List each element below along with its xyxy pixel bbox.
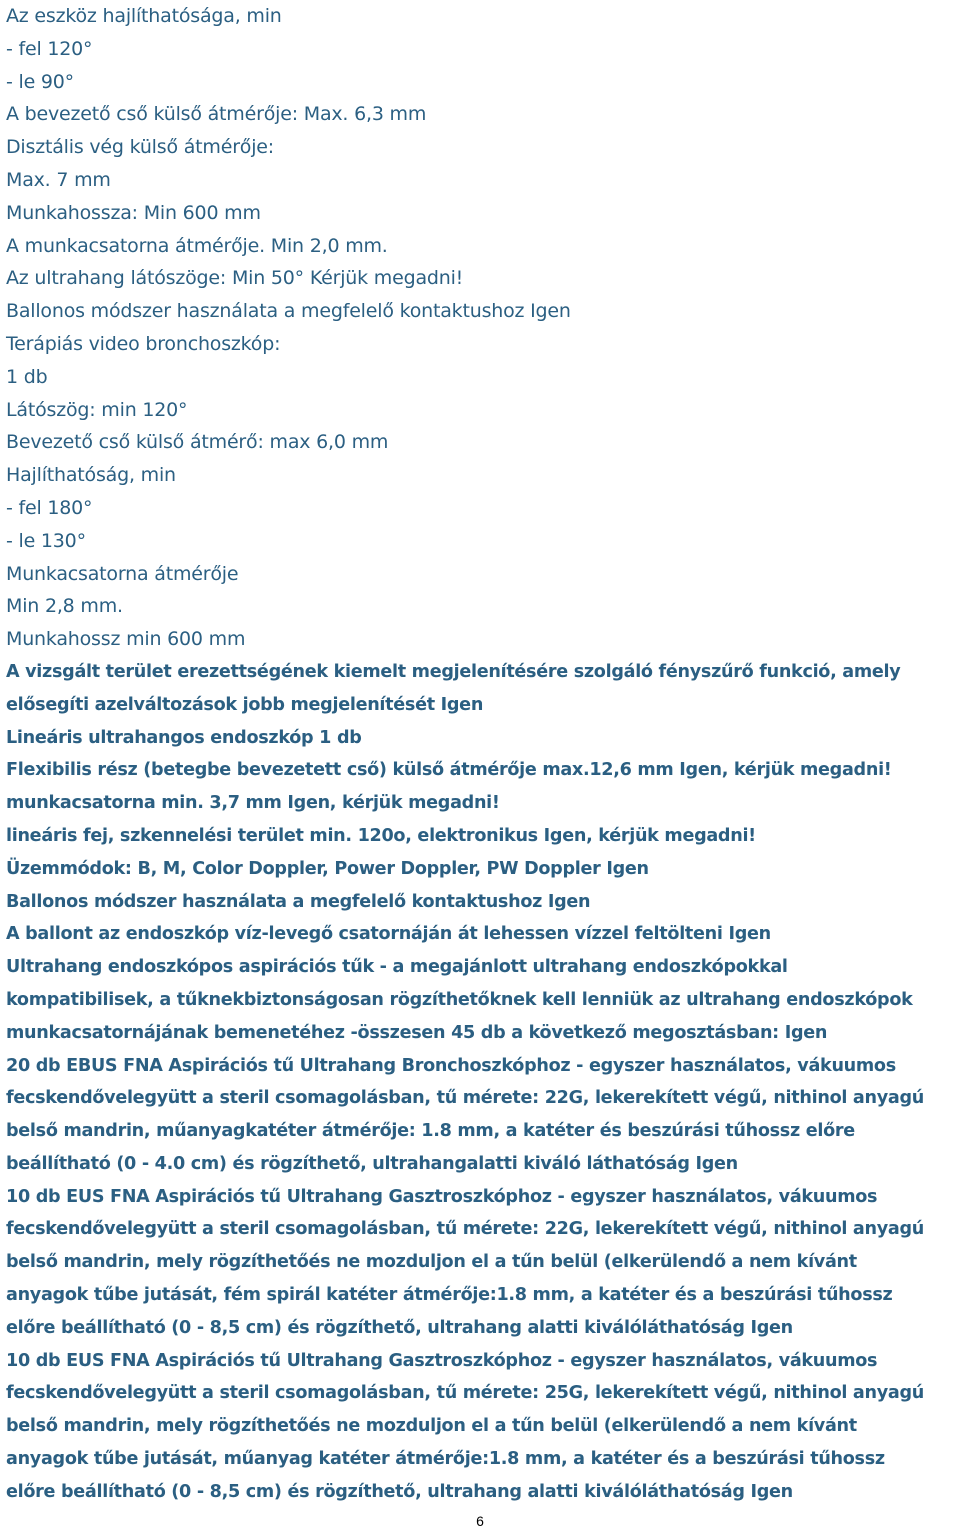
text-line: A vizsgált terület erezettségének kiemelt megjelenítésére szolgáló fényszűrő funkció, amely bbox=[6, 661, 901, 682]
text-line: belső mandrin, műanyagkatéter átmérője: 1.8 mm, a katéter és beszúrási tűhossz előre bbox=[6, 1121, 855, 1142]
text-line: Munkahossza: Min 600 mm bbox=[6, 201, 261, 224]
document-body bbox=[6, 0, 956, 1509]
text-line: A ballont az endoszkóp víz-levegő csatornáján át lehessen vízzel feltölteni Igen bbox=[6, 924, 771, 945]
text-line: Disztális vég külső átmérője: bbox=[6, 136, 275, 159]
text-line: - le 90° bbox=[6, 70, 74, 93]
text-line: A bevezető cső külső átmérője: Max. 6,3 mm bbox=[6, 103, 427, 126]
text-line: Flexibilis rész (betegbe bevezetett cső) külső átmérője max.12,6 mm Igen, kérjük megadni! bbox=[6, 760, 892, 781]
text-line: Az ultrahang látószöge: Min 50° Kérjük megadni! bbox=[6, 267, 464, 290]
text-line: Bevezető cső külső átmérő: max 6,0 mm bbox=[6, 431, 389, 454]
text-line: előre beállítható (0 - 8,5 cm) és rögzíthető, ultrahang alatti kiválóláthatóság Igen bbox=[6, 1481, 793, 1502]
text-line: Ballonos módszer használata a megfelelő kontaktushoz Igen bbox=[6, 891, 591, 912]
text-line: Ballonos módszer használata a megfelelő kontaktushoz Igen bbox=[6, 300, 571, 323]
text-line: Min 2,8 mm. bbox=[6, 595, 123, 618]
text-line: Munkahossz min 600 mm bbox=[6, 628, 246, 651]
text-line: - le 130° bbox=[6, 529, 86, 552]
text-line: 10 db EUS FNA Aspirációs tű Ultrahang Gasztroszkóphoz - egyszer használatos, vákuumos bbox=[6, 1186, 878, 1207]
text-line: előre beállítható (0 - 8,5 cm) és rögzíthető, ultrahang alatti kiválóláthatóság Igen bbox=[6, 1317, 793, 1338]
text-line: Hajlíthatóság, min bbox=[6, 464, 176, 487]
text-line: anyagok tűbe jutását, műanyag katéter átmérője:1.8 mm, a katéter és a beszúrási tűhossz bbox=[6, 1449, 885, 1470]
text-line: - fel 180° bbox=[6, 496, 93, 519]
text-line: Az eszköz hajlíthatósága, min bbox=[6, 5, 282, 27]
text-line: A munkacsatorna átmérője. Min 2,0 mm. bbox=[6, 234, 388, 257]
text-line: fecskendővelegyütt a steril csomagolásban, tű mérete: 22G, lekerekített végű, nithinol anyagú bbox=[6, 1219, 924, 1240]
text-line: 10 db EUS FNA Aspirációs tű Ultrahang Gasztroszkóphoz - egyszer használatos, vákuumos bbox=[6, 1350, 878, 1371]
text-line: Max. 7 mm bbox=[6, 168, 111, 191]
text-line: 20 db EBUS FNA Aspirációs tű Ultrahang Bronchoszkóphoz - egyszer használatos, vákuumos bbox=[6, 1055, 896, 1076]
text-line: belső mandrin, mely rögzíthetőés ne mozduljon el a tűn belül (elkerülendő a nem kívánt bbox=[6, 1252, 857, 1273]
text-line: - fel 120° bbox=[6, 37, 93, 60]
text-line: fecskendővelegyütt a steril csomagolásban, tű mérete: 22G, lekerekített végű, nithinol anyagú bbox=[6, 1088, 924, 1109]
text-line: lineáris fej, szkennelési terület min. 120o, elektronikus Igen, kérjük megadni! bbox=[6, 825, 756, 846]
text-line: Ultrahang endoszkópos aspirációs tűk - a megajánlott ultrahang endoszkópokkal bbox=[6, 957, 788, 978]
text-line: 1 db bbox=[6, 365, 48, 388]
text-line: beállítható (0 - 4.0 cm) és rögzíthető, ultrahangalatti kiváló láthatóság Igen bbox=[6, 1153, 738, 1174]
text-line: munkacsatorna min. 3,7 mm Igen, kérjük megadni! bbox=[6, 793, 500, 814]
page-number: 6 bbox=[476, 1513, 484, 1529]
text-line: Terápiás video bronchoszkóp: bbox=[6, 332, 281, 355]
text-line: Munkacsatorna átmérője bbox=[6, 562, 239, 585]
text-line: belső mandrin, mely rögzíthetőés ne mozduljon el a tűn belül (elkerülendő a nem kívánt bbox=[6, 1416, 857, 1437]
text-line: Üzemmódok: B, M, Color Doppler, Power Doppler, PW Doppler Igen bbox=[6, 858, 649, 879]
text-line: elősegíti azelváltozások jobb megjelenítését Igen bbox=[6, 694, 484, 715]
text-line: kompatibilisek, a tűknekbiztonságosan rögzíthetőknek kell lenniük az ultrahang endoszkópok bbox=[6, 989, 913, 1010]
text-line: anyagok tűbe jutását, fém spirál katéter átmérője:1.8 mm, a katéter és a beszúrási tűhossz bbox=[6, 1285, 893, 1306]
text-line: munkacsatornájának bemenetéhez -összesen 45 db a következő megosztásban: Igen bbox=[6, 1022, 828, 1043]
text-line: Látószög: min 120° bbox=[6, 398, 188, 421]
text-line: fecskendővelegyütt a steril csomagolásban, tű mérete: 25G, lekerekített végű, nithinol anyagú bbox=[6, 1383, 924, 1404]
text-line: Lineáris ultrahangos endoszkóp 1 db bbox=[6, 727, 362, 748]
